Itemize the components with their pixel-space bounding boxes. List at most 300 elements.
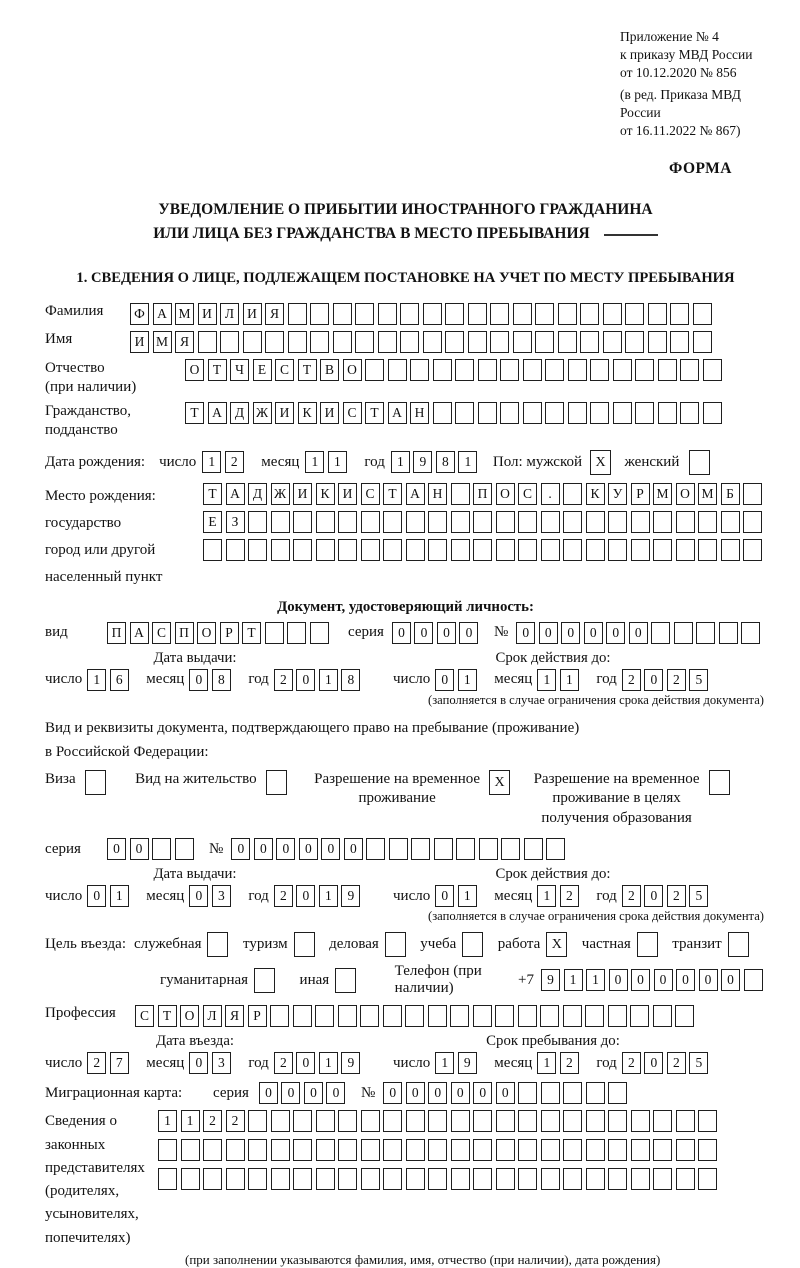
residence-issue-year-cells[interactable] xyxy=(274,885,364,907)
char-cell[interactable]: 0 xyxy=(189,885,208,907)
char-cell[interactable]: В xyxy=(320,359,339,381)
char-cell[interactable] xyxy=(631,1110,650,1132)
char-cell[interactable]: С xyxy=(275,359,294,381)
char-cell[interactable]: 7 xyxy=(110,1052,129,1074)
char-cell[interactable]: Т xyxy=(208,359,227,381)
char-cell[interactable]: 0 xyxy=(281,1082,300,1104)
char-cell[interactable] xyxy=(563,1082,582,1104)
char-cell[interactable]: Р xyxy=(220,622,239,644)
char-cell[interactable] xyxy=(433,402,452,424)
char-cell[interactable]: 9 xyxy=(413,451,432,473)
char-cell[interactable]: А xyxy=(406,483,425,505)
char-cell[interactable] xyxy=(338,1168,357,1190)
char-cell[interactable] xyxy=(355,331,374,353)
char-cell[interactable] xyxy=(383,1168,402,1190)
char-cell[interactable]: Е xyxy=(203,511,222,533)
char-cell[interactable] xyxy=(473,511,492,533)
char-cell[interactable] xyxy=(405,1005,424,1027)
char-cell[interactable] xyxy=(226,539,245,561)
birth-place-row2-cells[interactable] xyxy=(203,511,766,533)
char-cell[interactable]: 0 xyxy=(392,622,411,644)
representatives-row3-cells[interactable] xyxy=(158,1168,721,1190)
char-cell[interactable] xyxy=(523,359,542,381)
char-cell[interactable] xyxy=(698,1110,717,1132)
char-cell[interactable]: 2 xyxy=(667,885,686,907)
char-cell[interactable] xyxy=(455,359,474,381)
char-cell[interactable] xyxy=(220,331,239,353)
char-cell[interactable] xyxy=(541,1168,560,1190)
residence-issue-day-cells[interactable] xyxy=(87,885,132,907)
char-cell[interactable]: 1 xyxy=(87,669,106,691)
char-cell[interactable]: 9 xyxy=(458,1052,477,1074)
char-cell[interactable]: 0 xyxy=(254,838,273,860)
char-cell[interactable] xyxy=(535,331,554,353)
char-cell[interactable] xyxy=(625,331,644,353)
char-cell[interactable]: 1 xyxy=(560,669,579,691)
char-cell[interactable] xyxy=(693,303,712,325)
birth-place-row1-cells[interactable] xyxy=(203,483,766,505)
char-cell[interactable]: 3 xyxy=(212,1052,231,1074)
char-cell[interactable]: 1 xyxy=(458,451,477,473)
purpose-business-checkbox[interactable] xyxy=(385,932,406,957)
char-cell[interactable]: А xyxy=(226,483,245,505)
temp-residence-checkbox[interactable]: X xyxy=(489,770,510,795)
char-cell[interactable] xyxy=(490,303,509,325)
char-cell[interactable] xyxy=(635,402,654,424)
char-cell[interactable]: Ж xyxy=(253,402,272,424)
char-cell[interactable] xyxy=(383,1005,402,1027)
char-cell[interactable] xyxy=(406,511,425,533)
birth-year-cells[interactable] xyxy=(391,451,481,473)
representatives-row1-cells[interactable] xyxy=(158,1110,721,1132)
char-cell[interactable] xyxy=(496,539,515,561)
char-cell[interactable]: 0 xyxy=(189,1052,208,1074)
char-cell[interactable] xyxy=(293,1005,312,1027)
purpose-work-checkbox[interactable]: X xyxy=(546,932,567,957)
char-cell[interactable] xyxy=(496,1139,515,1161)
char-cell[interactable] xyxy=(676,539,695,561)
char-cell[interactable]: 5 xyxy=(689,1052,708,1074)
char-cell[interactable] xyxy=(541,1139,560,1161)
stay-year-cells[interactable] xyxy=(622,1052,712,1074)
char-cell[interactable] xyxy=(608,1110,627,1132)
char-cell[interactable]: 0 xyxy=(107,838,126,860)
char-cell[interactable] xyxy=(545,359,564,381)
char-cell[interactable] xyxy=(670,303,689,325)
char-cell[interactable]: Я xyxy=(265,303,284,325)
char-cell[interactable] xyxy=(316,539,335,561)
char-cell[interactable]: 1 xyxy=(158,1110,177,1132)
char-cell[interactable]: 2 xyxy=(622,669,641,691)
char-cell[interactable]: 5 xyxy=(689,669,708,691)
char-cell[interactable]: Б xyxy=(721,483,740,505)
purpose-transit-checkbox[interactable] xyxy=(728,932,749,957)
char-cell[interactable]: О xyxy=(496,483,515,505)
char-cell[interactable] xyxy=(333,303,352,325)
residence-issue-month-cells[interactable] xyxy=(189,885,234,907)
char-cell[interactable] xyxy=(631,1168,650,1190)
char-cell[interactable] xyxy=(651,622,670,644)
char-cell[interactable] xyxy=(743,483,762,505)
char-cell[interactable]: С xyxy=(518,483,537,505)
char-cell[interactable]: К xyxy=(316,483,335,505)
char-cell[interactable]: 0 xyxy=(189,669,208,691)
char-cell[interactable] xyxy=(265,622,284,644)
char-cell[interactable] xyxy=(631,539,650,561)
doc-series-cells[interactable] xyxy=(392,622,482,644)
char-cell[interactable] xyxy=(468,331,487,353)
char-cell[interactable]: 0 xyxy=(304,1082,323,1104)
char-cell[interactable] xyxy=(406,539,425,561)
char-cell[interactable]: Т xyxy=(242,622,261,644)
char-cell[interactable] xyxy=(428,1110,447,1132)
char-cell[interactable] xyxy=(406,1110,425,1132)
phone-cells[interactable] xyxy=(541,969,766,991)
char-cell[interactable]: 0 xyxy=(259,1082,278,1104)
char-cell[interactable] xyxy=(603,303,622,325)
purpose-other-checkbox[interactable] xyxy=(335,968,356,993)
char-cell[interactable]: 0 xyxy=(631,969,650,991)
char-cell[interactable]: И xyxy=(130,331,149,353)
char-cell[interactable] xyxy=(586,539,605,561)
char-cell[interactable]: 0 xyxy=(437,622,456,644)
char-cell[interactable] xyxy=(175,838,194,860)
char-cell[interactable] xyxy=(479,838,498,860)
char-cell[interactable] xyxy=(743,539,762,561)
char-cell[interactable] xyxy=(333,331,352,353)
char-cell[interactable]: Л xyxy=(220,303,239,325)
char-cell[interactable] xyxy=(590,402,609,424)
char-cell[interactable]: О xyxy=(197,622,216,644)
char-cell[interactable]: 0 xyxy=(539,622,558,644)
purpose-official-checkbox[interactable] xyxy=(207,932,228,957)
char-cell[interactable]: Т xyxy=(185,402,204,424)
char-cell[interactable] xyxy=(400,303,419,325)
char-cell[interactable] xyxy=(680,359,699,381)
char-cell[interactable]: 1 xyxy=(110,885,129,907)
char-cell[interactable] xyxy=(181,1139,200,1161)
char-cell[interactable]: 9 xyxy=(341,885,360,907)
char-cell[interactable] xyxy=(310,622,329,644)
char-cell[interactable] xyxy=(473,539,492,561)
char-cell[interactable]: 1 xyxy=(319,885,338,907)
char-cell[interactable] xyxy=(545,402,564,424)
doc-number-cells[interactable] xyxy=(516,622,764,644)
char-cell[interactable] xyxy=(361,511,380,533)
char-cell[interactable]: Т xyxy=(383,483,402,505)
char-cell[interactable] xyxy=(676,1110,695,1132)
char-cell[interactable] xyxy=(563,483,582,505)
char-cell[interactable] xyxy=(696,622,715,644)
char-cell[interactable]: 1 xyxy=(305,451,324,473)
char-cell[interactable] xyxy=(365,359,384,381)
char-cell[interactable] xyxy=(743,511,762,533)
char-cell[interactable] xyxy=(338,511,357,533)
char-cell[interactable] xyxy=(287,622,306,644)
char-cell[interactable]: Ч xyxy=(230,359,249,381)
char-cell[interactable] xyxy=(496,1110,515,1132)
char-cell[interactable]: 0 xyxy=(321,838,340,860)
char-cell[interactable]: С xyxy=(135,1005,154,1027)
doc-valid-day-cells[interactable] xyxy=(435,669,480,691)
char-cell[interactable] xyxy=(288,303,307,325)
char-cell[interactable] xyxy=(473,1110,492,1132)
char-cell[interactable] xyxy=(675,1005,694,1027)
char-cell[interactable] xyxy=(378,331,397,353)
char-cell[interactable] xyxy=(546,838,565,860)
char-cell[interactable] xyxy=(518,1005,537,1027)
char-cell[interactable] xyxy=(203,539,222,561)
char-cell[interactable]: С xyxy=(152,622,171,644)
char-cell[interactable] xyxy=(563,511,582,533)
char-cell[interactable] xyxy=(361,1139,380,1161)
char-cell[interactable]: П xyxy=(107,622,126,644)
char-cell[interactable]: 0 xyxy=(629,622,648,644)
char-cell[interactable] xyxy=(158,1139,177,1161)
char-cell[interactable] xyxy=(580,303,599,325)
char-cell[interactable] xyxy=(670,331,689,353)
char-cell[interactable] xyxy=(383,511,402,533)
char-cell[interactable] xyxy=(568,402,587,424)
sex-male-checkbox[interactable]: X xyxy=(590,450,611,475)
temp-residence-education-checkbox[interactable] xyxy=(709,770,730,795)
char-cell[interactable]: И xyxy=(198,303,217,325)
char-cell[interactable] xyxy=(316,1139,335,1161)
residence-valid-day-cells[interactable] xyxy=(435,885,480,907)
char-cell[interactable]: У xyxy=(608,483,627,505)
char-cell[interactable]: Р xyxy=(248,1005,267,1027)
char-cell[interactable]: С xyxy=(361,483,380,505)
char-cell[interactable] xyxy=(490,331,509,353)
char-cell[interactable]: Т xyxy=(298,359,317,381)
char-cell[interactable]: Т xyxy=(365,402,384,424)
char-cell[interactable]: 0 xyxy=(428,1082,447,1104)
char-cell[interactable] xyxy=(271,1139,290,1161)
char-cell[interactable]: Ж xyxy=(271,483,290,505)
char-cell[interactable]: 0 xyxy=(414,622,433,644)
char-cell[interactable]: 0 xyxy=(326,1082,345,1104)
char-cell[interactable] xyxy=(473,1139,492,1161)
char-cell[interactable]: 0 xyxy=(644,885,663,907)
char-cell[interactable] xyxy=(741,622,760,644)
char-cell[interactable] xyxy=(541,511,560,533)
char-cell[interactable]: 0 xyxy=(699,969,718,991)
char-cell[interactable] xyxy=(451,511,470,533)
char-cell[interactable] xyxy=(198,331,217,353)
doc-valid-month-cells[interactable] xyxy=(537,669,582,691)
purpose-private-checkbox[interactable] xyxy=(637,932,658,957)
char-cell[interactable] xyxy=(428,1168,447,1190)
char-cell[interactable]: Т xyxy=(158,1005,177,1027)
char-cell[interactable]: Ф xyxy=(130,303,149,325)
char-cell[interactable] xyxy=(456,838,475,860)
char-cell[interactable] xyxy=(653,1110,672,1132)
char-cell[interactable] xyxy=(265,331,284,353)
char-cell[interactable] xyxy=(613,359,632,381)
char-cell[interactable] xyxy=(450,1005,469,1027)
char-cell[interactable] xyxy=(361,539,380,561)
char-cell[interactable] xyxy=(203,1168,222,1190)
char-cell[interactable]: 0 xyxy=(609,969,628,991)
char-cell[interactable]: И xyxy=(243,303,262,325)
char-cell[interactable] xyxy=(653,1139,672,1161)
char-cell[interactable]: 0 xyxy=(676,969,695,991)
birth-day-cells[interactable] xyxy=(202,451,247,473)
char-cell[interactable] xyxy=(478,359,497,381)
char-cell[interactable] xyxy=(563,1168,582,1190)
entry-day-cells[interactable] xyxy=(87,1052,132,1074)
citizenship-cells[interactable] xyxy=(185,402,725,424)
char-cell[interactable] xyxy=(248,511,267,533)
char-cell[interactable]: 5 xyxy=(689,885,708,907)
char-cell[interactable] xyxy=(693,331,712,353)
char-cell[interactable]: 0 xyxy=(435,885,454,907)
char-cell[interactable] xyxy=(513,303,532,325)
char-cell[interactable]: 1 xyxy=(319,669,338,691)
char-cell[interactable] xyxy=(721,539,740,561)
char-cell[interactable]: 0 xyxy=(561,622,580,644)
char-cell[interactable]: 2 xyxy=(622,885,641,907)
char-cell[interactable]: 2 xyxy=(560,885,579,907)
char-cell[interactable] xyxy=(580,331,599,353)
char-cell[interactable] xyxy=(518,511,537,533)
char-cell[interactable]: О xyxy=(180,1005,199,1027)
char-cell[interactable] xyxy=(630,1005,649,1027)
char-cell[interactable]: 0 xyxy=(296,669,315,691)
char-cell[interactable] xyxy=(653,1168,672,1190)
char-cell[interactable] xyxy=(653,539,672,561)
char-cell[interactable] xyxy=(585,1005,604,1027)
residence-valid-month-cells[interactable] xyxy=(537,885,582,907)
char-cell[interactable] xyxy=(653,511,672,533)
char-cell[interactable] xyxy=(590,359,609,381)
char-cell[interactable]: 0 xyxy=(296,885,315,907)
char-cell[interactable]: 2 xyxy=(667,1052,686,1074)
migration-series-cells[interactable] xyxy=(259,1082,349,1104)
representatives-row2-cells[interactable] xyxy=(158,1139,721,1161)
char-cell[interactable]: 9 xyxy=(341,1052,360,1074)
char-cell[interactable] xyxy=(316,1168,335,1190)
char-cell[interactable] xyxy=(676,1168,695,1190)
char-cell[interactable]: 1 xyxy=(328,451,347,473)
char-cell[interactable] xyxy=(355,303,374,325)
char-cell[interactable] xyxy=(248,1139,267,1161)
char-cell[interactable] xyxy=(558,331,577,353)
char-cell[interactable] xyxy=(451,1168,470,1190)
char-cell[interactable] xyxy=(400,331,419,353)
char-cell[interactable] xyxy=(523,402,542,424)
char-cell[interactable]: 1 xyxy=(458,669,477,691)
char-cell[interactable] xyxy=(478,402,497,424)
stay-day-cells[interactable] xyxy=(435,1052,480,1074)
char-cell[interactable] xyxy=(676,511,695,533)
char-cell[interactable] xyxy=(586,511,605,533)
char-cell[interactable]: 2 xyxy=(87,1052,106,1074)
char-cell[interactable] xyxy=(181,1168,200,1190)
char-cell[interactable]: 8 xyxy=(212,669,231,691)
char-cell[interactable]: 6 xyxy=(110,669,129,691)
char-cell[interactable] xyxy=(558,303,577,325)
char-cell[interactable] xyxy=(518,1110,537,1132)
char-cell[interactable]: 3 xyxy=(212,885,231,907)
char-cell[interactable]: 1 xyxy=(564,969,583,991)
char-cell[interactable]: А xyxy=(208,402,227,424)
char-cell[interactable] xyxy=(501,838,520,860)
purpose-study-checkbox[interactable] xyxy=(462,932,483,957)
char-cell[interactable]: 0 xyxy=(296,1052,315,1074)
char-cell[interactable] xyxy=(316,511,335,533)
char-cell[interactable] xyxy=(428,539,447,561)
char-cell[interactable] xyxy=(541,1082,560,1104)
char-cell[interactable] xyxy=(226,1168,245,1190)
char-cell[interactable] xyxy=(518,1082,537,1104)
char-cell[interactable]: 1 xyxy=(537,885,556,907)
char-cell[interactable] xyxy=(388,359,407,381)
char-cell[interactable] xyxy=(608,1005,627,1027)
char-cell[interactable]: 0 xyxy=(721,969,740,991)
char-cell[interactable]: М xyxy=(653,483,672,505)
entry-year-cells[interactable] xyxy=(274,1052,364,1074)
char-cell[interactable] xyxy=(608,1139,627,1161)
char-cell[interactable]: 1 xyxy=(181,1110,200,1132)
char-cell[interactable] xyxy=(698,1168,717,1190)
char-cell[interactable] xyxy=(293,1110,312,1132)
char-cell[interactable] xyxy=(586,1082,605,1104)
char-cell[interactable] xyxy=(496,1168,515,1190)
char-cell[interactable]: 0 xyxy=(516,622,535,644)
char-cell[interactable] xyxy=(653,1005,672,1027)
char-cell[interactable]: А xyxy=(388,402,407,424)
char-cell[interactable]: 1 xyxy=(391,451,410,473)
char-cell[interactable]: 9 xyxy=(541,969,560,991)
char-cell[interactable]: М xyxy=(153,331,172,353)
char-cell[interactable] xyxy=(635,359,654,381)
char-cell[interactable]: Д xyxy=(230,402,249,424)
char-cell[interactable]: К xyxy=(586,483,605,505)
char-cell[interactable] xyxy=(451,539,470,561)
birth-month-cells[interactable] xyxy=(305,451,350,473)
char-cell[interactable] xyxy=(698,539,717,561)
char-cell[interactable] xyxy=(648,331,667,353)
char-cell[interactable] xyxy=(338,1139,357,1161)
char-cell[interactable] xyxy=(563,1139,582,1161)
char-cell[interactable]: 0 xyxy=(130,838,149,860)
char-cell[interactable]: 0 xyxy=(344,838,363,860)
char-cell[interactable] xyxy=(433,359,452,381)
char-cell[interactable]: З xyxy=(226,511,245,533)
char-cell[interactable]: 0 xyxy=(473,1082,492,1104)
char-cell[interactable]: 2 xyxy=(622,1052,641,1074)
char-cell[interactable] xyxy=(406,1168,425,1190)
char-cell[interactable]: Е xyxy=(253,359,272,381)
purpose-humanitarian-checkbox[interactable] xyxy=(254,968,275,993)
patronymic-cells[interactable] xyxy=(185,359,725,381)
char-cell[interactable]: 0 xyxy=(654,969,673,991)
char-cell[interactable] xyxy=(338,1110,357,1132)
char-cell[interactable] xyxy=(428,1005,447,1027)
char-cell[interactable]: 1 xyxy=(586,969,605,991)
char-cell[interactable]: С xyxy=(343,402,362,424)
char-cell[interactable]: А xyxy=(130,622,149,644)
char-cell[interactable]: 0 xyxy=(584,622,603,644)
char-cell[interactable] xyxy=(524,838,543,860)
char-cell[interactable]: 2 xyxy=(225,451,244,473)
char-cell[interactable] xyxy=(495,1005,514,1027)
char-cell[interactable] xyxy=(310,303,329,325)
char-cell[interactable]: А xyxy=(153,303,172,325)
char-cell[interactable] xyxy=(455,402,474,424)
char-cell[interactable] xyxy=(338,1005,357,1027)
